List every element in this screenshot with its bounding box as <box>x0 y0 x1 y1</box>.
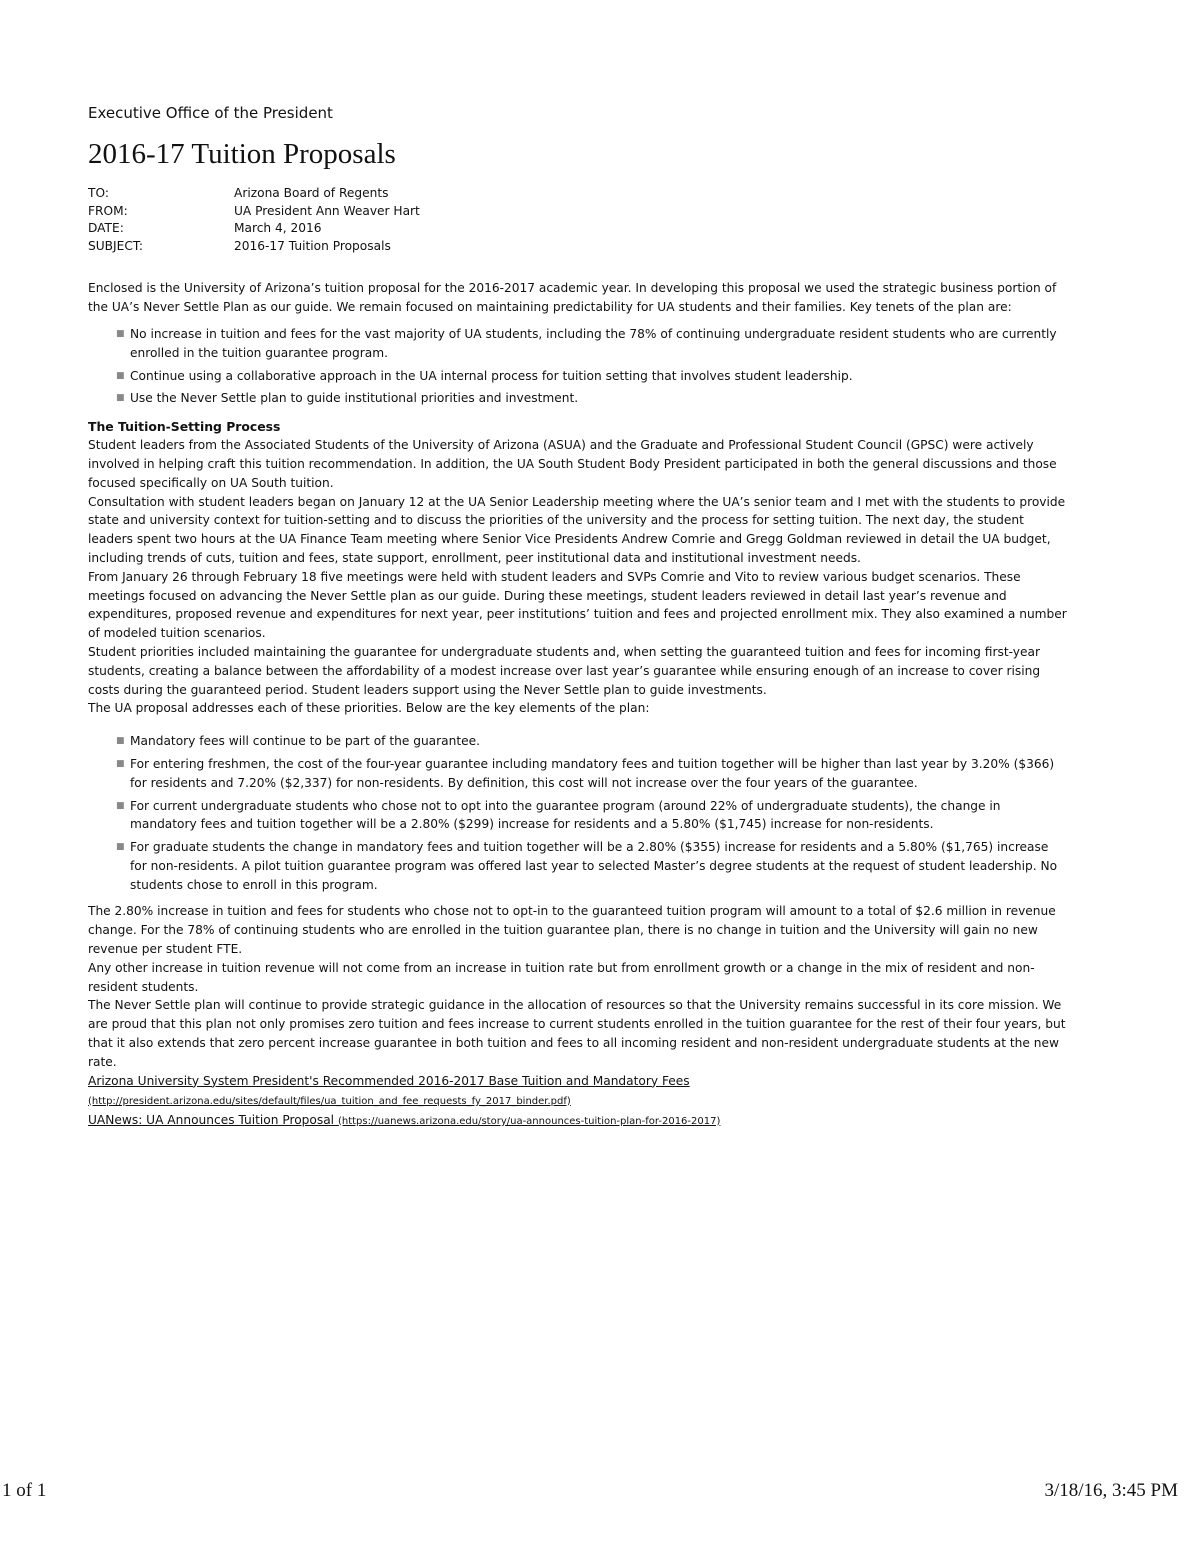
section-heading: The Tuition-Setting Process <box>88 419 281 435</box>
paragraph: Student leaders from the Associated Students of the University of Arizona (ASUA) and the Graduate and Professional Student Council (GPSC) were actively involved in helping craft this tuition recommendation. In addition, the UA South Student Body President participated in both the general discussions and those focused specifically on UA South tuition. <box>88 438 1057 490</box>
page-number: 1 of 1 <box>2 1480 47 1501</box>
list-item: ■ Mandatory fees will continue to be part of the guarantee. <box>130 732 1068 751</box>
bullet-icon: ■ <box>116 393 125 404</box>
link-text[interactable]: UANews: UA Announces Tuition Proposal <box>88 1112 335 1127</box>
memo-value: Arizona Board of Regents <box>234 186 389 200</box>
elements-list <box>88 732 1068 894</box>
bullet-icon: ■ <box>116 736 125 747</box>
memo-value: 2016-17 Tuition Proposals <box>234 238 391 253</box>
link-url[interactable]: (http://president.arizona.edu/sites/default/files/ua_tuition_and_fee_requests_fy_2017_binder.pdf) <box>88 1095 571 1107</box>
memo-label: TO: <box>88 186 109 200</box>
bullet-icon: ■ <box>116 800 125 811</box>
memo-label: DATE: <box>88 221 124 236</box>
memo-row-to <box>88 185 1068 203</box>
link-tuition-fees[interactable] <box>88 1072 1068 1111</box>
list-item: ■ For entering freshmen, the cost of the four-year guarantee including mandatory fees and tuition together will be higher than last year by 3.20% ($366) for residents and 7.20% ($2,337) for non-residents. By definition, this cost will not increase over the four years of the guarantee. <box>116 756 1055 790</box>
list-item: ■ No increase in tuition and fees for the vast majority of UA students, including the 78% of continuing undergraduate resident students who are currently enrolled in the tuition guarantee program. <box>116 326 1057 360</box>
page-title: 2016-17 Tuition Proposals <box>88 138 396 170</box>
bullet-icon: ■ <box>116 328 125 339</box>
paragraph: Any other increase in tuition revenue will not come from an increase in tuition rate but from enrollment growth or a change in the mix of resident and non-resident students. <box>88 960 1035 994</box>
memo-row-subject <box>88 238 1068 256</box>
bullet-icon: ■ <box>116 758 125 769</box>
memo-value: UA President Ann Weaver Hart <box>234 203 420 218</box>
bullet-icon: ■ <box>116 370 125 381</box>
memo-label: FROM: <box>88 203 128 218</box>
paragraph: The Never Settle plan will continue to provide strategic guidance in the allocation of resources so that the University remains successful in its core mission. We are proud that this plan not only promises zero tuition and fees increase to current students enrolled in the tuition guarantee for the rest of their four years, but that it also extends that zero percent increase guarantee in both tuition and fees to all incoming resident and non-resident undergraduate students at the new rate. <box>88 998 1066 1069</box>
intro-paragraph: Enclosed is the University of Arizona’s tuition proposal for the 2016-2017 academic year. In developing this proposal we used the strategic business portion of the UA’s Never Settle Plan as our guide. We remain focused on maintaining predictability for UA students and their families. Key tenets of the plan are: <box>88 281 1057 315</box>
paragraph: Consultation with student leaders began on January 12 at the UA Senior Leadership meeting where the UA’s senior team and I met with the students to provide state and university context for tuition-setting and to discuss the priorities of the university and the process for setting tuition. The next day, the student leaders spent two hours at the UA Finance Team meeting where Senior Vice Presidents Andrew Comrie and Gregg Goldman reviewed in detail the UA budget, including trends of cuts, tuition and fees, state support, enrollment, peer institutional data and institutional investment needs. <box>88 494 1066 565</box>
list-item: ■ For graduate students the change in mandatory fees and tuition together will be a 2.80% ($355) increase for residents and a 5.80% ($1,765) increase for non-residents. A pilot tuition guarantee program was offered last year to selected Master’s degree students at the request of student leadership. No students chose to enroll in this program. <box>116 840 1058 892</box>
print-timestamp: 3/18/16, 3:45 PM <box>1044 1480 1178 1501</box>
list-item: ■ For current undergraduate students who chose not to opt into the guarantee program (around 22% of undergraduate students), the change in mandatory fees and tuition together will be a 2.80% ($299) increase for residents and a 5.80% ($1,745) increase for non-residents. <box>116 798 1001 832</box>
memo-row-from <box>88 203 1068 221</box>
memo-header <box>88 185 1068 255</box>
tenets-list <box>88 325 1068 408</box>
memo-label: SUBJECT: <box>88 238 144 253</box>
link-text[interactable]: Arizona University System President's Recommended 2016-2017 Base Tuition and Mandatory Fees <box>88 1073 690 1088</box>
paragraph: From January 26 through February 18 five meetings were held with student leaders and SVPs Comrie and Vito to review various budget scenarios. These meetings focused on advancing the Never Settle plan as our guide. During these meetings, student leaders reviewed in detail last year’s revenue and expenditures, proposed revenue and expenditures for next year, peer institutions’ tuition and fees and projected enrollment mix. They also examined a number of modeled tuition scenarios. <box>88 569 1067 641</box>
memo-row-date <box>88 220 1068 238</box>
paragraph: Student priorities included maintaining the guarantee for undergraduate students and, when setting the guaranteed tuition and fees for incoming first-year students, creating a balance between the affordability of a modest increase over last year’s guarantee while ensuring enough of an increase to cover rising costs during the guaranteed period. Student leaders support using the Never Settle plan to guide investments. <box>88 644 1041 697</box>
office-name: Executive Office of the President <box>88 104 333 122</box>
paragraph: The UA proposal addresses each of these priorities. Below are the key elements of the plan: <box>88 701 650 716</box>
list-item: ■ Continue using a collaborative approach in the UA internal process for tuition setting that involves student leadership. <box>130 367 1068 386</box>
bullet-icon: ■ <box>116 842 125 853</box>
list-item: ■ Use the Never Settle plan to guide institutional priorities and investment. <box>130 389 1068 408</box>
link-uanews[interactable] <box>88 1111 1068 1131</box>
paragraph: The 2.80% increase in tuition and fees for students who chose not to opt-in to the guaranteed tuition program will amount to a total of $2.6 million in revenue change. For the 78% of continuing students who are enrolled in the tuition guarantee plan, there is no change in tuition and the University will gain no new revenue per student FTE. <box>88 904 1056 957</box>
document-page <box>88 104 1068 1131</box>
link-url[interactable]: (https://uanews.arizona.edu/story/ua-announces-tuition-plan-for-2016-2017) <box>337 1115 721 1127</box>
memo-value: March 4, 2016 <box>234 221 322 236</box>
